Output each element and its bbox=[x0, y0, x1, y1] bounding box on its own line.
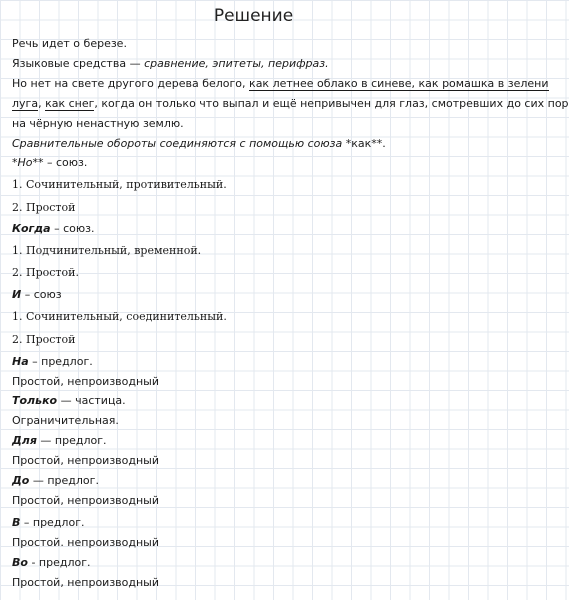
entry-heading-kogda bbox=[12, 222, 95, 236]
entry-line: 2. Простой bbox=[12, 201, 76, 214]
entry-line: Простой, непроизводный bbox=[12, 454, 160, 467]
sentence-comma: , bbox=[38, 97, 46, 110]
entry-heading-dlya bbox=[12, 434, 107, 448]
entry-tail: – союз. bbox=[43, 156, 88, 169]
entry-tail: – союз. bbox=[50, 222, 95, 235]
comparison-note bbox=[12, 137, 386, 151]
entry-word: В bbox=[12, 516, 21, 529]
comparison-phrase-1: как летнее облако в синеве, как ромашка в зелени bbox=[249, 77, 549, 90]
entry-line: Простой, непроизводный bbox=[12, 576, 160, 589]
means-line bbox=[12, 57, 329, 71]
entry-tail: — предлог. bbox=[29, 474, 99, 487]
entry-line: 1. Подчинительный, временной. bbox=[12, 244, 202, 257]
entry-word: И bbox=[12, 288, 22, 301]
entry-heading-v bbox=[12, 516, 84, 530]
entry-line: 1. Сочинительный, соединительный. bbox=[12, 310, 227, 323]
comparison-note-text: Сравнительные обороты соединяются с помощью союза bbox=[12, 137, 346, 150]
entry-tail: - предлог. bbox=[27, 556, 91, 569]
means-value: сравнение, эпитеты, перифраз. bbox=[144, 57, 329, 70]
entry-word: До bbox=[12, 474, 30, 487]
intro-line: Речь идет о березе. bbox=[12, 37, 127, 50]
entry-tail: — частица. bbox=[57, 394, 126, 407]
entry-heading-do bbox=[12, 474, 99, 488]
entry-heading-no bbox=[12, 156, 87, 170]
entry-heading-tolko bbox=[12, 394, 126, 408]
entry-line: Ограничительная. bbox=[12, 414, 119, 427]
entry-tail: — предлог. bbox=[36, 434, 107, 447]
sentence-line-3: на чёрную ненастную землю. bbox=[12, 117, 184, 130]
entry-tail: – предлог. bbox=[20, 516, 85, 529]
sentence-part-1: Но нет на свете другого дерева белого, bbox=[12, 77, 250, 90]
entry-word: Когда bbox=[12, 222, 51, 235]
entry-line: Простой, непроизводный bbox=[12, 375, 160, 388]
entry-word: Во bbox=[12, 556, 28, 569]
entry-line: 2. Простой. bbox=[12, 266, 79, 279]
entry-line: Простой. непроизводный bbox=[12, 536, 160, 549]
sentence-part-3: , когда он только что выпал и ещё непривычен для глаз, смотревших до сих пор bbox=[94, 97, 569, 110]
entry-line: Простой, непроизводный bbox=[12, 494, 160, 507]
entry-word: *Но** bbox=[12, 156, 44, 169]
sentence-line-1 bbox=[12, 77, 549, 91]
entry-word: Только bbox=[12, 394, 58, 407]
entry-line: 2. Простой bbox=[12, 333, 76, 346]
comparison-phrase-1-end: луга bbox=[12, 97, 39, 110]
sentence-line-2 bbox=[12, 97, 569, 111]
entry-tail: – союз bbox=[21, 288, 62, 301]
entry-word: Для bbox=[12, 434, 37, 447]
entry-heading-na bbox=[12, 355, 93, 369]
page-title: Решение bbox=[213, 6, 294, 26]
comparison-phrase-2: как снег bbox=[45, 97, 95, 110]
entry-tail: – предлог. bbox=[28, 355, 93, 368]
entry-word: На bbox=[12, 355, 29, 368]
comparison-note-tail: *как**. bbox=[345, 137, 386, 150]
entry-line: 1. Сочинительный, противительный. bbox=[12, 178, 227, 191]
entry-heading-i bbox=[12, 288, 62, 302]
means-label: Языковые средства — bbox=[12, 57, 145, 70]
entry-heading-vo bbox=[12, 556, 91, 570]
